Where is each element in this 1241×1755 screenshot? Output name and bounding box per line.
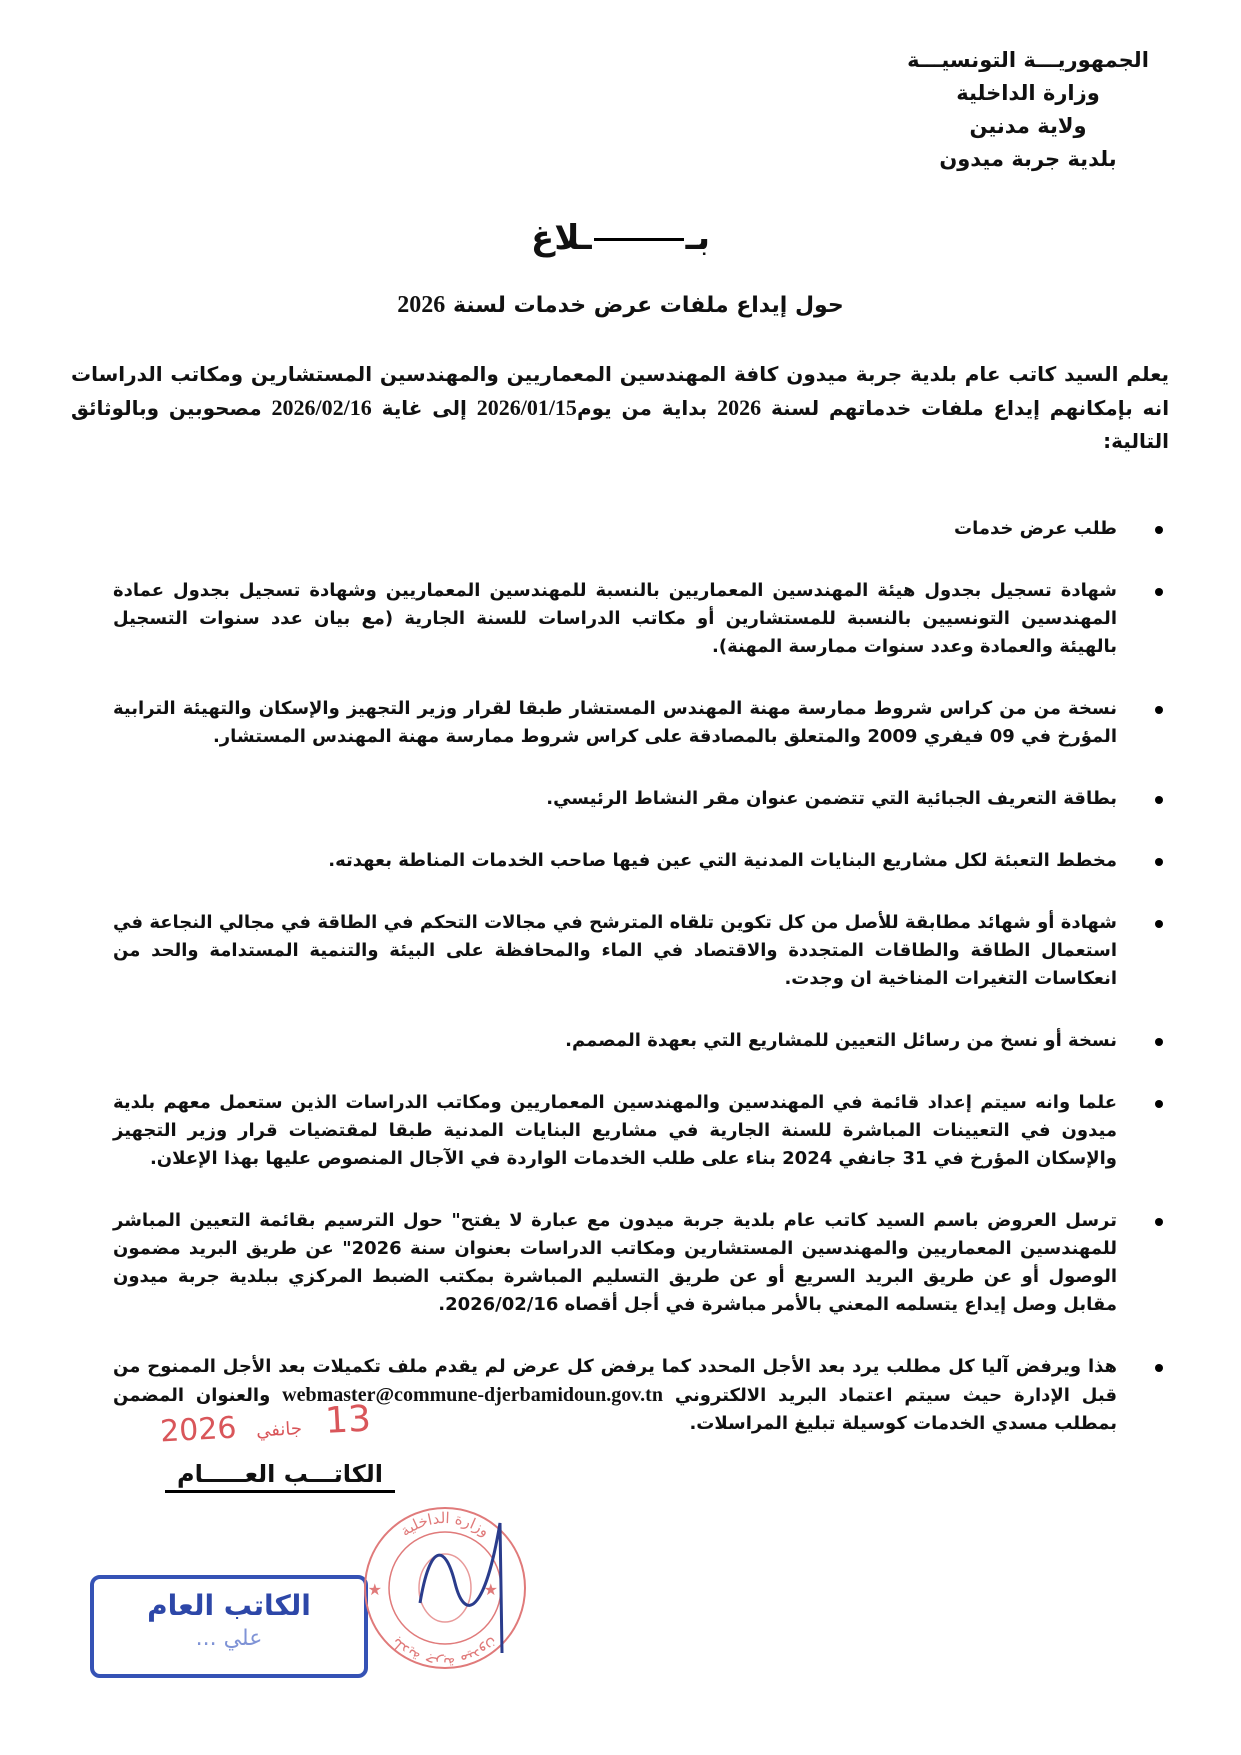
intro-start-date: 2026/01/15 bbox=[476, 395, 577, 420]
seal-star-right: ★ bbox=[483, 1580, 498, 1599]
list-item bbox=[113, 847, 1163, 875]
date-stamp-month: جانفي bbox=[255, 1418, 303, 1442]
stamp-name: علي ... bbox=[195, 1626, 263, 1651]
stamp-title: الكاتب العام bbox=[147, 1589, 311, 1622]
list-item bbox=[113, 1207, 1163, 1319]
list-item bbox=[113, 1027, 1163, 1055]
intro-year: 2026 bbox=[717, 395, 762, 420]
list-item-text: مخطط التعبئة لكل مشاريع البنايات المدنية التي عين فيها صاحب الخدمات المناطة بعهدته. bbox=[328, 850, 1117, 871]
header-country: الجمهوريـــة التونسيـــة bbox=[907, 48, 1149, 72]
document-subtitle bbox=[0, 292, 1241, 319]
signature-stamp bbox=[90, 1575, 368, 1678]
requirements-list bbox=[113, 515, 1163, 1438]
list-item-text: علما وانه سيتم إعداد قائمة في المهندسين والمهندسين المعماريين ومكاتب الدراسات الذين ستعمل معهم بلدية ميدون في التعيينات المباشرة للسنة الجارية في مشاريع البنايات المدنية طبقا لمقتضيات قرار وزير التجهيز والإسكان المؤرخ في 31 جانفي 2024 بناء على طلب الخدمات الواردة في الآجال المنصوص عليها بهذا الإعلان. bbox=[113, 1092, 1117, 1169]
issuer-header bbox=[888, 44, 1168, 176]
intro-text-3: إلى غاية bbox=[381, 396, 467, 420]
list-item-text: نسخة من من كراس شروط ممارسة مهنة المهندس المستشار طبقا لقرار وزير التجهيز والإسكان والتهيئة الترابية المؤرخ في 09 فيفري 2009 والمتعلق بالمصادقة على كراس شروط ممارسة مهنة المهندس المستشار. bbox=[113, 698, 1117, 747]
list-item-text: نسخة أو نسخ من رسائل التعيين للمشاريع التي بعهدة المصمم. bbox=[565, 1030, 1117, 1051]
list-item bbox=[113, 785, 1163, 813]
bullet-icon bbox=[1155, 858, 1163, 866]
list-item-text: ترسل العروض باسم السيد كاتب عام بلدية جربة ميدون مع عبارة لا يفتح" حول الترسيم بقائمة التعيين المباشر للمهندسين المعماريين والمهندسين المستشارين ومكاتب الدراسات بعنوان سنة 2026" عن طريق البريد مضمون الوصول أو عن طريق البريد السريع أو عن طريق التسليم المباشرة بمكتب الضبط المركزي ببلدية جربة ميدون مقابل وصل إيداع يتسلمه المعني بالأمر مباشرة في أجل أقصاه 2026/02/16. bbox=[113, 1210, 1117, 1315]
subtitle-text: حول إيداع ملفات عرض خدمات لسنة bbox=[452, 293, 844, 318]
intro-text-2: بداية من يوم bbox=[576, 396, 708, 420]
bullet-icon bbox=[1155, 526, 1163, 534]
list-item-text: طلب عرض خدمات bbox=[954, 518, 1117, 539]
subtitle-year: 2026 bbox=[397, 292, 446, 318]
list-item bbox=[113, 909, 1163, 993]
seal-top-text: وزارة الداخلية bbox=[396, 1508, 494, 1541]
intro-text-4: مصحوبين وبالوثائق التالية: bbox=[71, 396, 1169, 453]
title-end: ـلاغ bbox=[530, 218, 592, 258]
seal-bottom-text: بلدية جربة ميدون bbox=[387, 1634, 503, 1673]
bullet-icon bbox=[1155, 1364, 1163, 1372]
bullet-icon bbox=[1155, 920, 1163, 928]
contact-email-link[interactable]: webmaster@commune-djerbamidoun.gov.tn bbox=[282, 1384, 663, 1406]
list-item-text: شهادة تسجيل بجدول هيئة المهندسين المعماريين بالنسبة للمهندسين المعماريين وشهادة تسجيل بجدول عمادة المهندسين التونسيين بالنسبة للمستشارين أو مكاتب الدراسات للسنة الجارية (مع بيان عدد سنوات التسجيل بالهيئة والعمادة وعدد سنوات ممارسة المهنة). bbox=[113, 580, 1117, 657]
seal-star-left: ★ bbox=[367, 1580, 382, 1599]
bullet-icon bbox=[1155, 706, 1163, 714]
list-item-text: بطاقة التعريف الجبائية التي تتضمن عنوان مقر النشاط الرئيسي. bbox=[546, 788, 1117, 809]
date-stamp-year: 2026 bbox=[159, 1410, 238, 1450]
list-item bbox=[113, 695, 1163, 751]
official-seal-icon bbox=[360, 1503, 530, 1673]
list-item bbox=[113, 1089, 1163, 1173]
bullet-icon bbox=[1155, 1038, 1163, 1046]
list-item bbox=[113, 577, 1163, 661]
date-stamp-day: 13 bbox=[324, 1398, 372, 1442]
bullet-icon bbox=[1155, 1218, 1163, 1226]
intro-end-date: 2026/02/16 bbox=[271, 395, 372, 420]
header-governorate: ولاية مدنين bbox=[969, 114, 1087, 138]
list-item bbox=[113, 515, 1163, 543]
bullet-icon bbox=[1155, 588, 1163, 596]
document-title bbox=[0, 218, 1241, 258]
list-item-text-end: والعنوان المضمن بمطلب مسدي الخدمات كوسيلة تبليغ المراسلات. bbox=[113, 1385, 1117, 1434]
signature-title: الكاتـــب العـــــام bbox=[165, 1460, 395, 1493]
title-start: بـ bbox=[685, 218, 711, 258]
title-kashida bbox=[594, 238, 684, 241]
header-municipality: بلدية جربة ميدون bbox=[939, 147, 1117, 171]
intro-text-1: يعلم السيد كاتب عام بلدية جربة ميدون كافة المهندسين المعماريين والمهندسين المستشارين ومكاتب الدراسات انه بإمكانهم إيداع ملفات خدماتهم لسنة bbox=[71, 362, 1170, 420]
bullet-icon bbox=[1155, 796, 1163, 804]
list-item-text: شهادة أو شهائد مطابقة للأصل من كل تكوين تلقاه المترشح في مجالات التحكم في الطاقة في مجالي النجاعة في استعمال الطاقة والطاقات المتجددة والاقتصاد في الماء والمحافظة على البيئة والتنمية المستدامة والحد من انعكاسات التغيرات المناخية ان وجدت. bbox=[113, 912, 1117, 989]
header-ministry: وزارة الداخلية bbox=[956, 81, 1100, 105]
bullet-icon bbox=[1155, 1100, 1163, 1108]
intro-paragraph bbox=[71, 358, 1169, 458]
list-item-text: هذا ويرفض آليا كل مطلب يرد بعد الأجل المحدد كما يرفض كل عرض لم يقدم ملف تكميلات بعد الأجل الممنوح من قبل الإدارة حيث سيتم اعتماد البريد الالكتروني bbox=[113, 1356, 1117, 1406]
seal-emblem bbox=[419, 1554, 471, 1622]
